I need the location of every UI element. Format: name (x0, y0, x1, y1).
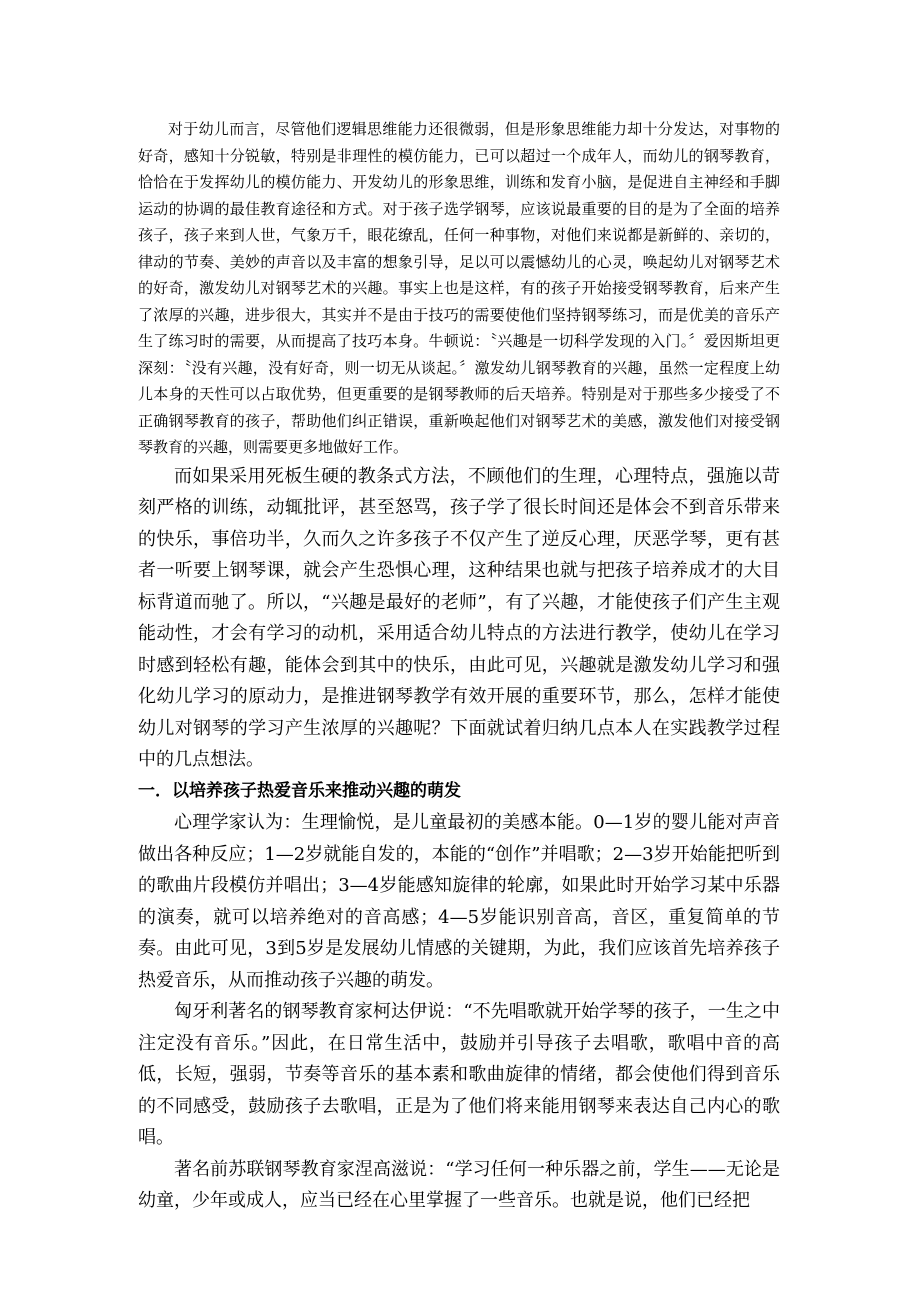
document-page (138, 116, 780, 1217)
paragraph-neuhaus: 著名前苏联钢琴教育家涅高滋说：“学习任何一种乐器之前，学生——无论是幼童，少年或成人，应当已经在心里掌握了一些音乐。也就是说，他们已经把 (138, 1158, 780, 1211)
section-heading: 一．以培养孩子热爱音乐来推动兴趣的萌发 (138, 780, 461, 801)
paragraph-intro: 对于幼儿而言，尽管他们逻辑思维能力还很微弱，但是形象思维能力却十分发达，对事物的好奇，感知十分锐敏，特别是非理性的模仿能力，已可以超过一个成年人，而幼儿的钢琴教育，恰恰在于发挥幼儿的模仿能力、开发幼儿的形象思维，训练和发育小脑，是促进自主神经和手脚运动的协调的最佳教育途径和方式。对于孩子选学钢琴，应该说最重要的目的是为了全面的培养孩子，孩子来到人世，气象万千，眼花缭乱，任何一种事物，对他们来说都是新鲜的、亲切的，律动的节奏、美妙的声音以及丰富的想象引导，足以可以震憾幼儿的心灵，唤起幼儿对钢琴艺术的好奇，激发幼儿对钢琴艺术的兴趣。事实上也是这样，有的孩子开始接受钢琴教育，后来产生了浓厚的兴趣，进步很大，其实并不是由于技巧的需要使他们坚持钢琴练习，而是优美的音乐产生了练习时的需要，从而提高了技巧本身。牛顿说：〝兴趣是一切科学发现的入门。〞爱因斯坦更深刻：〝没有兴趣，没有好奇，则一切无从谈起。〞激发幼儿钢琴教育的兴趣，虽然一定程度上幼儿本身的天性可以占取优势，但更重要的是钢琴教师的后天培养。特别是对于那些多少接受了不正确钢琴教育的孩子，帮助他们纠正错误，重新唤起他们对钢琴艺术的美感，激发他们对接受钢琴教育的兴趣，则需要更多地做好工作。 (138, 120, 780, 456)
paragraph-method: 而如果采用死板生硬的教条式方法，不顾他们的生理，心理特点，强施以苛刻严格的训练，动辄批评，甚至怒骂，孩子学了很长时间还是体会不到音乐带来的快乐，事倍功半，久而久之许多孩子不仅产生了逆反心理，厌恶学琴，更有甚者一听要上钢琴课，就会产生恐惧心理，这种结果也就与把孩子培养成才的大目标背道而驰了。所以，“兴趣是最好的老师”，有了兴趣，才能使孩子们产生主观能动性，才会有学习的动机，采用适合幼儿特点的方法进行教学，使幼儿在学习时感到轻松有趣，能体会到其中的快乐，由此可见，兴趣就是激发幼儿学习和强化幼儿学习的原动力，是推进钢琴教学有效开展的重要环节，那么，怎样才能使幼儿对钢琴的学习产生浓厚的兴趣呢？下面就试着归纳几点本人在实践教学过程中的几点想法。 (138, 465, 780, 770)
paragraph-psychology: 心理学家认为：生理愉悦，是儿童最初的美感本能。0—1岁的婴儿能对声音做出各种反应；1—2岁就能自发的，本能的“创作”并唱歌；2—3岁开始能把听到的歌曲片段模仿并唱出；3—4岁能感知旋律的轮廓，如果此时开始学习某中乐器的演奏，就可以培养绝对的音高感；4—5岁能识别音高，音区，重复简单的节奏。由此可见，3到5岁是发展幼儿情感的关键期，为此，我们应该首先培养孩子热爱音乐，从而推动孩子兴趣的萌发。 (138, 812, 780, 991)
paragraph-kodaly: 匈牙利著名的钢琴教育家柯达伊说：“不先唱歌就开始学琴的孩子，一生之中注定没有音乐。”因此，在日常生活中，鼓励并引导孩子去唱歌，歌唱中音的高低，长短，强弱，节奏等音乐的基本素和歌曲旋律的情绪，都会使他们得到音乐的不同感受，鼓励孩子去歌唱，正是为了他们将来能用钢琴来表达自己内心的歌唱。 (138, 1001, 780, 1148)
